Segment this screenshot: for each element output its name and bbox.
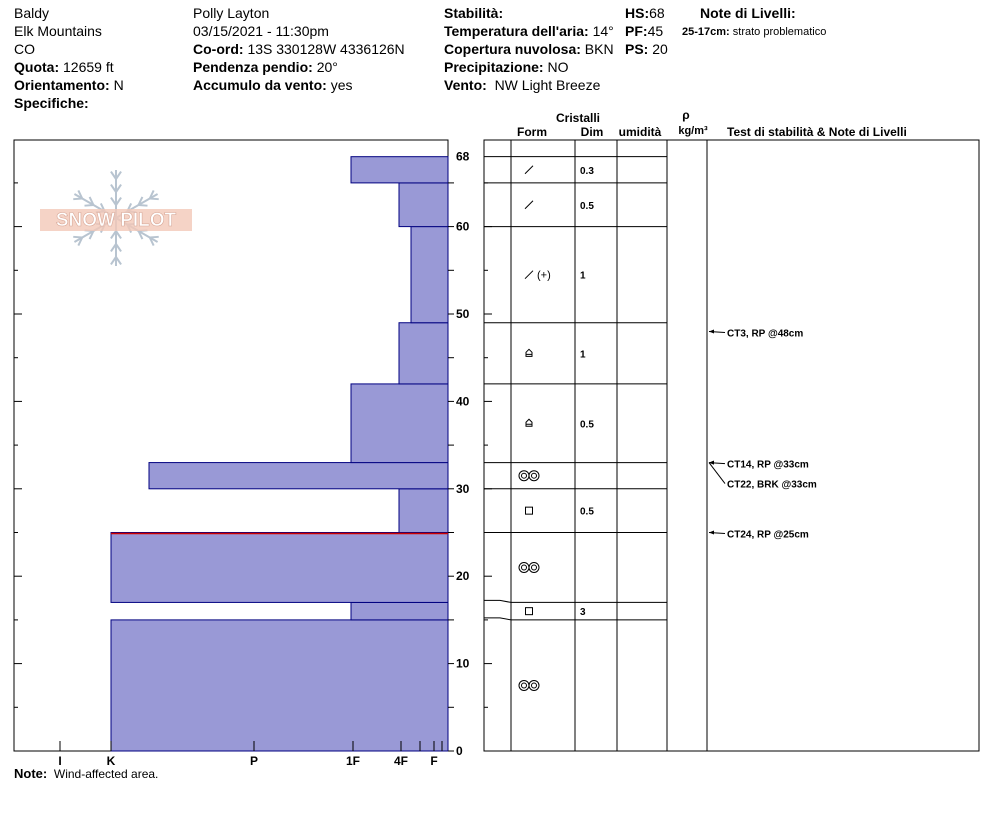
snowpilot-logo <box>40 170 192 266</box>
precip-label: Precipitazione: <box>444 59 544 75</box>
depth-tick-label: 10 <box>456 656 470 671</box>
depth-tick-label: 0 <box>456 744 463 758</box>
pf-value: 45 <box>647 23 664 39</box>
logo-text: SNOW PILOT <box>55 210 177 231</box>
hardness-bar <box>351 384 448 463</box>
melt-ring-inner <box>532 473 537 478</box>
snowflake-branch <box>73 199 82 200</box>
hardness-bar <box>111 620 448 751</box>
slash-stroke <box>525 166 533 174</box>
stability-test-label: CT14, RP @33cm <box>727 459 809 471</box>
melt-ring-outer <box>519 471 529 481</box>
test-arrowhead <box>709 329 714 333</box>
test-arrow-line <box>709 463 725 484</box>
hardness-tick-label: 1F <box>345 754 361 768</box>
melt-ring-outer <box>529 471 539 481</box>
layer-notes-text: strato problematico <box>732 26 827 38</box>
depth-tick-label: 20 <box>456 569 470 584</box>
hardness-tick-label: P <box>249 754 259 768</box>
aspect-label: Orientamento: <box>14 77 110 93</box>
sky-label: Copertura nuvolosa: <box>444 41 581 57</box>
stability-test-label: CT3, RP @48cm <box>727 328 804 340</box>
crystal-form-melt-freeze <box>519 680 539 690</box>
tests-header: Test di stabilità & Note di Livelli <box>727 125 907 139</box>
dim-header: Dim <box>580 125 604 139</box>
hardness-bar <box>411 227 448 323</box>
air-temp-label: Temperatura dell'aria: <box>444 23 589 39</box>
hardness-bar <box>399 183 448 227</box>
hardness-bar <box>351 157 448 183</box>
grain-size: 0.5 <box>580 419 594 431</box>
crystals-header: Cristalli <box>555 111 601 125</box>
slash-stroke <box>525 271 533 279</box>
coord-label: Co-ord: <box>193 41 244 57</box>
slope-label: Pendenza pendio: <box>193 59 313 75</box>
state: CO <box>14 41 35 57</box>
hardness-bar <box>351 602 448 619</box>
form-header: Form <box>517 125 547 139</box>
grain-size: 0.5 <box>580 200 594 212</box>
hs-label: HS: <box>625 5 650 21</box>
melt-ring-inner <box>532 565 537 570</box>
sky-value: BKN <box>584 41 614 57</box>
melt-ring-inner <box>522 565 527 570</box>
facet-square <box>526 507 533 514</box>
hardness-bar <box>399 489 448 533</box>
ps-label: PS: <box>625 41 649 57</box>
grain-size: 3 <box>580 607 586 619</box>
grain-size: 1 <box>580 349 586 361</box>
note <box>14 766 158 781</box>
note-label: Note: <box>14 766 48 781</box>
moisture-header: umidità <box>618 125 662 139</box>
crystal-form-faceted <box>526 507 533 514</box>
depth-tick-label: 50 <box>456 307 470 321</box>
depth-hoar-glyph <box>526 419 532 426</box>
layer-notes-title-text: Note di Livelli: <box>700 5 796 21</box>
snowflake-branch <box>150 199 159 200</box>
slash-stroke <box>525 201 533 209</box>
snowflake-branch <box>73 237 82 238</box>
stability-test-label: CT24, RP @25cm <box>727 529 809 541</box>
hardness-tick-label: K <box>106 754 116 768</box>
precip-value: NO <box>547 59 569 75</box>
facet-square <box>526 608 533 615</box>
note-text: Wind-affected area. <box>53 767 159 781</box>
melt-ring-outer <box>519 562 529 572</box>
depth-tick-label: 68 <box>456 149 470 164</box>
grain-size: 1 <box>580 270 586 282</box>
slope-value: 20° <box>316 59 338 75</box>
mountain-range: Elk Mountains <box>14 23 102 39</box>
melt-ring-outer <box>519 680 529 690</box>
crystal-form-decomposing <box>525 166 533 174</box>
crystal-form-decomposing <box>525 201 533 209</box>
melt-ring-outer <box>529 680 539 690</box>
elevation-label: Quota: <box>14 59 60 75</box>
depth-tick-label: 40 <box>456 394 470 409</box>
grain-size: 0.5 <box>580 506 594 518</box>
hardness-tick-label: F <box>430 754 438 768</box>
air-temp-value: 14° <box>592 23 614 39</box>
wind-loading-label: Accumulo da vento: <box>193 77 327 93</box>
plus-glyph: (+) <box>537 269 551 282</box>
aspect-value: N <box>113 77 124 93</box>
snowflake-branch <box>139 205 148 206</box>
depth-tick-label: 60 <box>456 219 470 234</box>
crystal-form-faceted <box>526 608 533 615</box>
location-name: Baldy <box>14 5 50 21</box>
hardness-bar <box>399 323 448 384</box>
wind-value: NW Light Breeze <box>494 77 601 93</box>
stability-label: Stabilità: <box>444 5 504 21</box>
coord-value: 13S 330128W 4336126N <box>247 41 405 57</box>
snowflake-branch <box>150 237 159 238</box>
wind-loading-value: yes <box>330 77 353 93</box>
ps-value: 20 <box>652 41 668 57</box>
snowflake-branch <box>85 205 94 206</box>
melt-ring-outer <box>529 562 539 572</box>
melt-ring-inner <box>522 473 527 478</box>
observer-name: Polly Layton <box>193 5 270 21</box>
crystal-form-decomposing-plus <box>525 270 551 282</box>
observation-datetime: 03/15/2021 - 11:30pm <box>193 23 329 39</box>
test-arrowhead <box>709 531 714 535</box>
crystal-form-melt-freeze <box>519 471 539 481</box>
crystal-form-depth-hoar <box>526 419 532 426</box>
elevation-value: 12659 ft <box>63 59 114 75</box>
hardness-tick-label: 4F <box>393 754 409 768</box>
hardness-bar <box>111 533 448 603</box>
layer-notes-range: 25-17cm: <box>682 26 730 38</box>
hardness-tick-label: I <box>58 754 62 768</box>
stability-test-label: CT22, BRK @33cm <box>727 479 817 491</box>
grain-size: 0.3 <box>580 165 594 177</box>
rho-header: ρ <box>682 108 690 122</box>
density-unit-header: kg/m³ <box>678 125 708 137</box>
layer-table-frame <box>484 140 979 751</box>
pf-label: PF: <box>625 23 648 39</box>
wind-label: Vento: <box>444 77 487 93</box>
specifics-label: Specifiche: <box>14 95 89 111</box>
melt-ring-inner <box>532 683 537 688</box>
hs-value: 68 <box>649 5 665 21</box>
crystal-form-melt-freeze <box>519 562 539 572</box>
crystal-form-depth-hoar <box>526 349 532 356</box>
hardness-bar <box>149 463 448 489</box>
depth-tick-label: 30 <box>456 481 470 496</box>
depth-hoar-glyph <box>526 349 532 356</box>
melt-ring-inner <box>522 683 527 688</box>
